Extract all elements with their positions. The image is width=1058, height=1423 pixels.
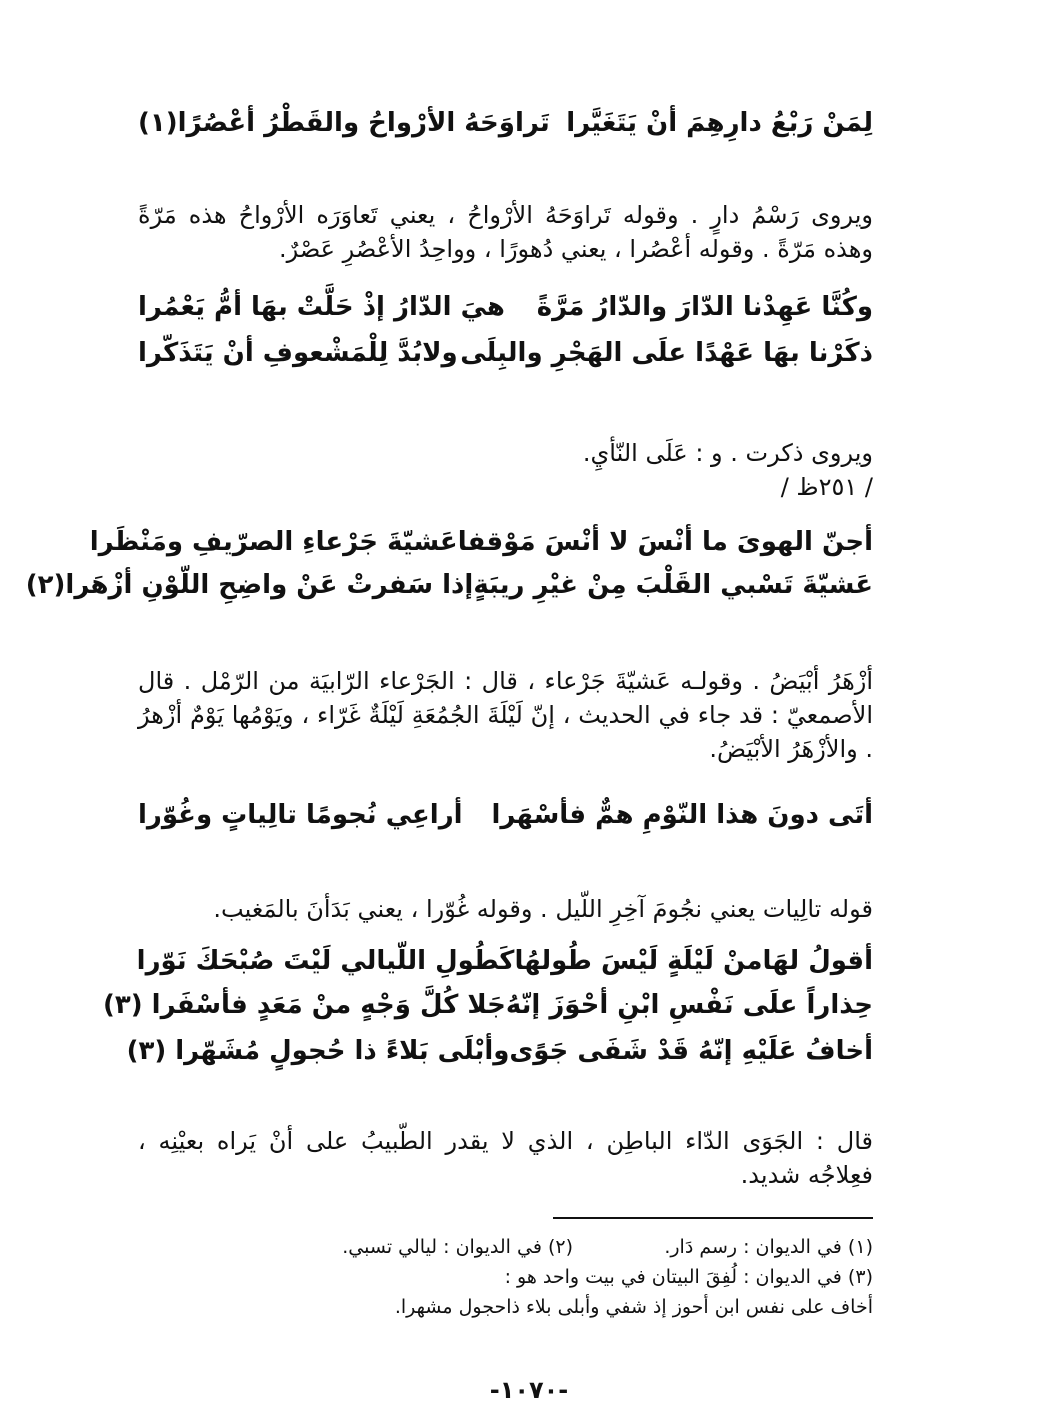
footnote-divider	[553, 1217, 873, 1219]
commentary-paragraph	[138, 892, 873, 926]
verse-second-hemistich: إذا سَفرتْ عَنْ واضِحِ اللّوْنِ أزْهَرا(٢)	[25, 570, 474, 600]
verse-first-hemistich: أقولُ لهَامنْ لَيْلَةٍ لَيْسَ طُولهُا	[514, 946, 873, 976]
verse-line	[138, 798, 873, 832]
verse-line	[138, 336, 873, 370]
folio-marker: / ٢٥١ظ /	[780, 473, 873, 501]
commentary-text: ويروى ذكرت . و : عَلَى النّأيِ.	[582, 439, 873, 467]
commentary-paragraph	[138, 664, 873, 766]
commentary-paragraph	[138, 436, 873, 504]
commentary-text: قوله تالِيات يعني نجُومَ آخِرِ اللّيل . وقوله غُوّرا ، يعني بَدَأنَ بالمَغيب.	[213, 895, 873, 923]
verse-second-hemistich: هيَ الدّارُ إذْ حَلَّتْ بهَا أمُّ يَعْمُرا	[138, 292, 505, 322]
verse-second-hemistich: تَراوَحَهُ الأرْواحُ والقَطْرُ أعْصُرًا(١)	[138, 108, 550, 138]
footnote-row	[138, 1232, 873, 1262]
verse-line	[25, 568, 873, 602]
verse-second-hemistich: كَطُولِ اللّيالي لَيْتَ صُبْحَكَ نَوّرا	[136, 946, 515, 976]
footnote-1: (١) في الديوان : رسم دَار.	[664, 1236, 873, 1258]
page-number: -١٠٧٠-	[489, 1376, 569, 1404]
commentary-text: ويروى رَسْمُ دارٍ . وقوله تَراوَحَهُ الأرْواحُ ، يعني تَعاوَرَه الأرْواحُ هذه مَرّةً وهذه مَرّةً . وقوله أعْصُرا ، يعني دُهورًا ، وواحِدُ الأعْصُرِ عَصْرٌ.	[138, 201, 873, 263]
footnotes	[138, 1232, 873, 1322]
footnote-row	[138, 1262, 873, 1292]
commentary-paragraph	[138, 198, 873, 266]
verse-second-hemistich: ولابُدَّ لِلْمَشْعوفِ أنْ يَتَذَكّرا	[138, 338, 458, 368]
verse-first-hemistich: أتَى دونَ هذا النّوْمِ همٌّ فأسْهَرا	[491, 800, 873, 830]
verse-first-hemistich: عَشيّةَ تَسْبي القَلْبَ مِنْ غيْرِ ريبَةٍ	[473, 570, 873, 600]
footnote-3: (٣) في الديوان : لُفِقَ البيتان في بيت واحد هو :	[504, 1266, 873, 1288]
commentary-text: قال : الجَوَى الدّاء الباطِن ، الذي لا يقدر الطّبيبُ على أنْ يَراه بعيْنِه ، فعِلاجُه شديد.	[138, 1127, 873, 1189]
commentary-paragraph	[138, 1124, 873, 1192]
verse-first-hemistich: لِمَنْ رَبْعُ دارِهِمَ أنْ يَتَغَيَّرا	[566, 108, 873, 138]
verse-first-hemistich: أخافُ عَلَيْهِ إنّهُ قَدْ شَفَى جَوًى	[509, 1036, 873, 1066]
verse-second-hemistich: أراعِي نُجومًا تالِياتٍ وغُوّرا	[138, 800, 463, 830]
footnote-3-verse: أخاف على نفس ابن أحوز إذ شفي وأبلى بلاء ذاحجول مشهرا.	[394, 1296, 873, 1318]
commentary-text: أزْهَرُ أبْيَضُ . وقولـه عَشيّةَ جَرْعاء ، قال : الجَرْعاء الرّابيَة من الرّمْل . قال الأصمعيّ : قد جاء في الحديث ، إنّ لَيْلَةَ الجُمُعَةِ لَيْلَةٌ غَرّاء ، ويَوْمُها يَوْمٌ أزْهرُ . والأزْهَرُ الأبْيَضُ.	[138, 667, 873, 763]
footnote-2: (٢) في الديوان : ليالي تسبي.	[342, 1236, 573, 1258]
footnote-row	[138, 1292, 873, 1322]
verse-second-hemistich: عَشيّةَ جَرْعاءِ الصرّيفِ ومَنْظَرا	[89, 527, 458, 557]
verse-line	[126, 1034, 873, 1068]
verse-first-hemistich: أجنّ الهوىَ ما أنْسَ لا أنْسَ مَوْقفا	[457, 527, 873, 557]
verse-first-hemistich: حِذاراً علَى نَفْسِ ابْنِ أحْوَزَ إنّهُ	[505, 990, 873, 1020]
verse-first-hemistich: ذكَرْنا بهَا عَهْدًا علَى الهَجْرِ والبِلَى	[460, 338, 873, 368]
verse-first-hemistich: وكُنَّا عَهِدْنا الدّارَ والدّارُ مَرَّةً	[536, 292, 873, 322]
verse-second-hemistich: وأبْلَى بَلاءً ذا حُجولٍ مُشَهّرا (٣)	[126, 1036, 510, 1066]
verse-line	[138, 106, 873, 140]
verse-line	[102, 988, 873, 1022]
verse-second-hemistich: جَلا كُلَّ وَجْهٍ منْ مَعَدٍ فأسْفَرا (٣)	[102, 990, 506, 1020]
verse-line	[138, 290, 873, 324]
verse-line	[89, 525, 873, 559]
verse-line	[138, 944, 873, 978]
